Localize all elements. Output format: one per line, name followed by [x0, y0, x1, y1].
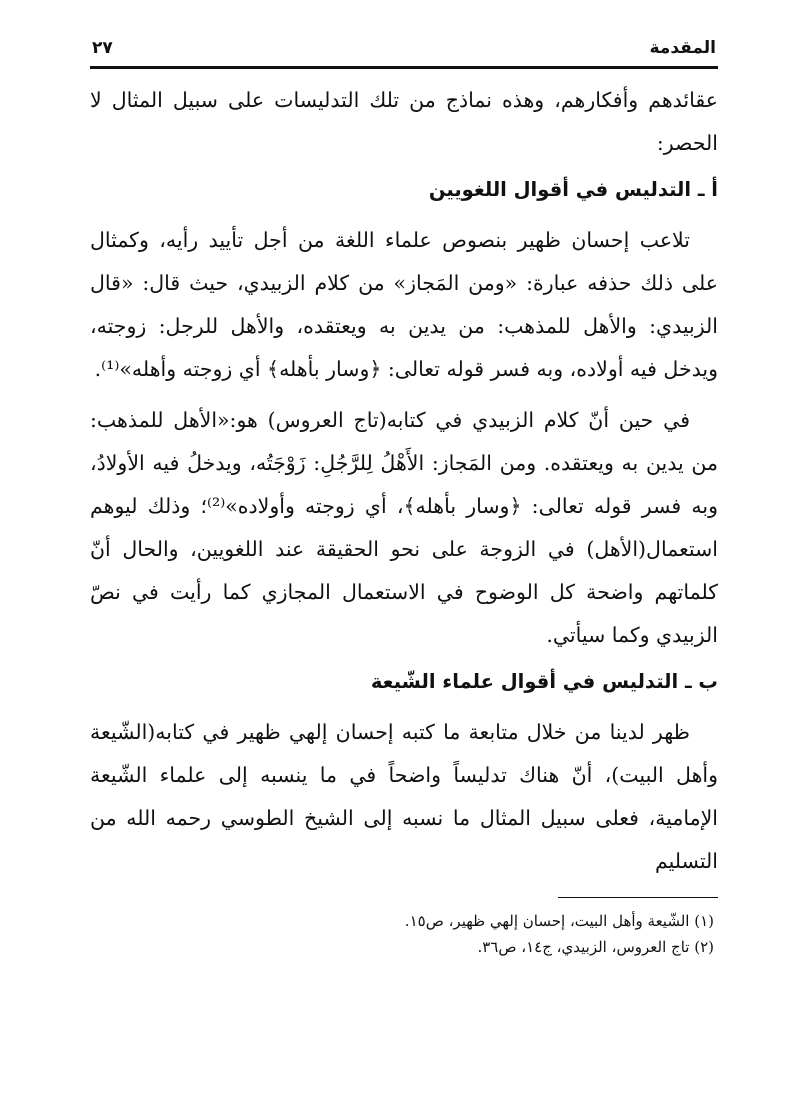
chapter-title: المقدمة: [649, 38, 716, 58]
document-page: [90, 28, 718, 960]
section-heading-linguists: أ ـ التدليس في أقوال اللغويين: [428, 178, 718, 201]
section-heading-shia-scholars: ب ـ التدليس في أقوال علماء الشّيعة: [370, 670, 718, 693]
header-rule: [90, 66, 718, 69]
paragraph-intro: عقائدهم وأفكارهم، وهذه نماذج من تلك التدليسات على سبيل المثال لا الحصر:: [90, 88, 718, 155]
footnote-2: (٢) تاج العروس، الزبيدي، ج١٤، ص٣٦.: [477, 938, 714, 956]
page-number: ٢٧: [92, 38, 113, 58]
paragraph-linguists-2: في حين أنّ كلام الزبيدي في كتابه(تاج العروس) هو:«الأهل للمذهب: من يدين به ويعتقده. ومن المَجاز: الأَهْلُ لِلرَّجُلِ: زَوْجَتُه، ويدخلُ فيه الأولادُ، وبه فسر قوله تعالى: ﴿وسار بأهله﴾، أي زوجته وأولاده»⁽²⁾؛ وذلك ليوهم استعمال(الأهل) في الزوجة على نحو الحقيقة عند اللغويين، والحال أنّ كلماتهم واضحة كل الوضوح في الاستعمال المجازي كما رأيت في نصّ الزبيدي وكما سيأتي.: [90, 408, 718, 647]
paragraph-linguists-1: تلاعب إحسان ظهير بنصوص علماء اللغة من أجل تأييد رأيه، وكمثال على ذلك حذفه عبارة: «ومن المَجاز» من كلام الزبيدي، حيث قال: «قال الزبيدي: والأهل للمذهب: من يدين به ويعتقده، والأهل للرجل: زوجته، ويدخل فيه أولاده، وبه فسر قوله تعالى: ﴿وسار بأهله﴾ أي زوجته وأهله»⁽¹⁾.: [90, 228, 718, 381]
footnote-1: (١) الشّيعة وأهل البيت، إحسان إلهي ظهير، ص١٥.: [404, 912, 714, 930]
footnote-rule: [558, 897, 718, 898]
page-header: [90, 28, 718, 58]
paragraph-shia-scholars: ظهر لدينا من خلال متابعة ما كتبه إحسان إلهي ظهير في كتابه(الشّيعة وأهل البيت)، أنّ هناك تدليساً واضحاً في ما ينسبه إلى علماء الشّيعة الإمامية، فعلى سبيل المثال ما نسبه إلى الشيخ الطوسي رحمه الله من التسليم: [90, 720, 718, 873]
